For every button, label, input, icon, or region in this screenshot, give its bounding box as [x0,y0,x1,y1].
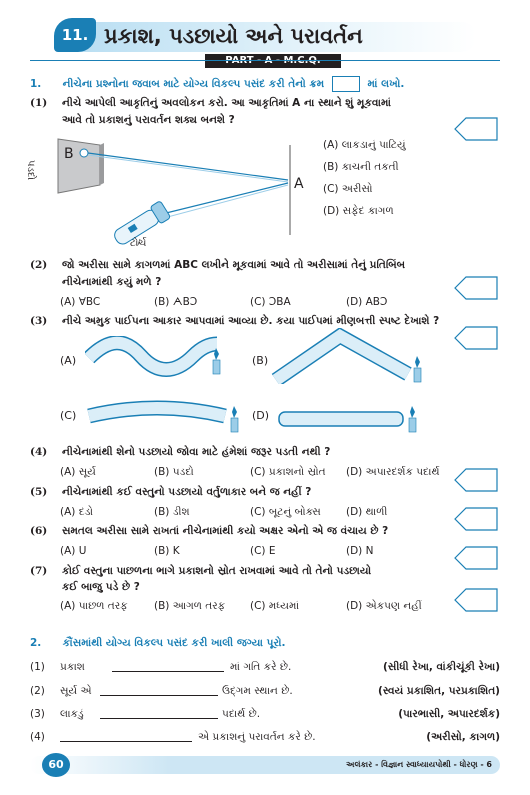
q1-option-c[interactable]: (C) અરીસો [323,183,373,195]
fill-item-4 [30,730,500,746]
q1-text [62,96,462,127]
a-label: A [294,176,304,192]
q3-label-c: (C) [60,409,77,422]
q3-text: નીચે અમુક પાઈપના આકાર આપવામાં આવ્યા છે. કયા પાઈપમાં મીણબત્તી સ્પષ્ટ દેખાશે ? [62,315,440,327]
q6-option-b[interactable]: (B) K [154,545,180,557]
candle-b [414,356,421,382]
q5-option-c[interactable]: (C) બૂટનું બોક્સ [250,506,321,518]
fill-item-4-blank[interactable] [60,741,192,742]
screen-edge [100,143,104,185]
part-label [205,54,341,68]
q1-option-d[interactable]: (D) સફેદ કાગળ [323,205,394,217]
q6-answer-box[interactable] [454,546,498,570]
q2-line2: નીચેનામાંથી કયું મળે ? [62,276,162,288]
q4-option-b[interactable]: (B) પડદો [154,466,194,478]
chapter-title: પ્રકાશ, પડછાયો અને પરાવર્તન [104,24,363,48]
q4-answer-box[interactable] [454,468,498,492]
q4-option-d[interactable]: (D) અપારદર્શક પદાર્થ [346,466,440,478]
fill-item-2-blank[interactable] [100,695,218,696]
q3-label-b: (B) [252,354,269,367]
q3-label-a: (A) [60,354,77,367]
q4-option-a[interactable]: (A) સૂર્ય [60,466,96,478]
q7-line2: કઈ બાજુ પડે છે ? [62,581,140,593]
fill-item-1-after: માં ગતિ કરે છે. [230,661,292,673]
section2-text: કૌંસમાંથી યોગ્ય વિકલ્પ પસંદ કરી ખાલી જગ્યા પૂરો. [62,637,286,649]
q2-option-a[interactable]: (A) ∀BC [60,296,101,308]
fill-item-3-after: પદાર્થ છે. [222,708,261,720]
screen-label: પડદો [25,160,36,181]
section1-number: 1. [30,78,42,90]
torch-label: ટોર્ચ [130,238,147,249]
fill-item-3 [30,707,500,723]
q7-number: (7) [30,565,48,577]
q5-option-b[interactable]: (B) ડીશ [154,506,190,518]
fill-item-3-number: (3) [30,708,45,720]
page-number: 60 [48,758,64,771]
q5-answer-box[interactable] [454,507,498,531]
header-rule [30,60,500,61]
q4-number: (4) [30,446,48,458]
q7-option-a[interactable]: (A) પાછળ તરફ [60,600,128,612]
reflected-ray [88,153,288,180]
q1-options [323,138,406,226]
q2-option-c[interactable]: (C) ƆBA [250,296,291,308]
fill-item-3-blank[interactable] [100,718,218,719]
fill-item-4-after: એ પ્રકાશનું પરાવર્તન કરે છે. [198,731,316,743]
pipe-b-bent [270,328,430,384]
section1-heading [30,76,510,92]
fill-item-2-after: ઉદ્‌ગમ સ્થાન છે. [222,685,293,697]
fill-item-1-blank[interactable] [112,671,224,672]
fill-item-3-choices: (પારભાસી, અપારદર્શક) [398,708,500,720]
q7-text [62,564,457,594]
fill-item-1-choices: (સીધી રેખા, વાંકીચૂંકી રેખા) [383,661,500,673]
q1-line2: આવે તો પ્રકાશનું પરાવર્તન શક્ય બનશે ? [62,114,235,126]
q1-line1: નીચે આપેલી આકૃતિનું અવલોકન કરો. આ આકૃતિમાં A ના સ્થાને શું મૂકવામાં [62,97,391,109]
reflected-ray-2 [88,155,288,182]
incident-ray-2 [160,185,288,219]
q5-option-d[interactable]: (D) થાળી [346,506,388,518]
q3-number: (3) [30,315,48,327]
q2-option-b[interactable]: (B) ᗅBƆ [154,296,198,308]
fill-item-2-choices: (સ્વયં પ્રકાશિત, પરપ્રકાશિત) [378,685,500,697]
q5-number: (5) [30,486,48,498]
section1-answer-box [332,76,360,92]
q1-figure [40,135,325,253]
candle-a [213,348,220,374]
q7-line1: કોઈ વસ્તુના પાછળના ભાગે પ્રકાશનો સ્રોત રાખવામાં આવે તો તેનો પડછાયો [62,565,372,577]
light-spot [80,149,88,157]
q1-answer-box[interactable] [454,117,498,141]
fill-item-4-choices: (અરીસો, કાગળ) [426,731,500,743]
page-number-badge [42,753,70,777]
footer-text: અલંકાર - વિજ્ઞાન સ્વાધ્યાયપોથી - ધોરણ - 6 [346,760,492,769]
incident-ray [158,183,288,215]
candle-d [409,406,416,432]
q2-number: (2) [30,259,48,271]
q5-text: નીચેનામાંથી કઈ વસ્તુનો પડછાયો વર્તુળાકાર બને જ નહીં ? [62,486,312,498]
q6-option-a[interactable]: (A) U [60,545,87,557]
q2-answer-box[interactable] [454,276,498,300]
section2-heading [30,636,500,650]
pipe-c-curved [85,398,245,436]
fill-item-4-number: (4) [30,731,45,743]
q2-option-d[interactable]: (D) ABƆ [346,296,388,308]
pipe-d-straight [275,400,425,436]
q1-number: (1) [30,97,48,109]
q3-label-d: (D) [252,409,270,422]
q6-option-d[interactable]: (D) N [346,545,374,557]
q2-text [62,258,457,289]
pipe-a-wavy [85,336,230,380]
fill-item-1 [30,660,500,676]
candle-c [231,406,238,432]
q7-option-d[interactable]: (D) એકપણ નહીં [346,600,422,612]
section1-text-after: માં લખો. [367,78,405,90]
chapter-number: 11. [61,26,89,44]
q3-answer-box[interactable] [454,326,498,350]
fill-item-1-before: પ્રકાશ [60,661,85,673]
q6-number: (6) [30,525,48,537]
q6-text: સમતલ અરીસા સામે રાખતાં નીચેનામાંથી કયો અક્ષર એનો એ જ વંચાય છે ? [62,525,389,537]
b-label: B [64,146,74,162]
q7-option-c[interactable]: (C) મધ્યમાં [250,600,300,612]
chapter-header [48,18,518,54]
fill-item-2-number: (2) [30,685,45,697]
fill-item-2-before: સૂર્ય એ [60,685,92,697]
section1-text-before: નીચેના પ્રશ્નોના જવાબ માટે યોગ્ય વિકલ્પ પસંદ કરી તેનો ક્રમ [62,78,325,90]
q6-option-c[interactable]: (C) E [250,545,276,557]
fill-item-3-before: લાકડું [60,708,84,720]
fill-item-2 [30,684,500,700]
q2-line1: જો અરીસા સામે કાગળમાં ABC લખીને મૂકવામાં આવે તો અરીસામાં તેનું પ્રતિબિંબ [62,259,406,271]
q1-option-a[interactable]: (A) લાકડાનું પાટિયું [323,139,406,151]
q1-option-b[interactable]: (B) કાચની તકતી [323,161,399,173]
q5-option-a[interactable]: (A) દડો [60,506,93,518]
section2-number: 2. [30,637,42,649]
q4-text: નીચેનામાંથી શેનો પડછાયો જોવા માટે હંમેશાં જરૂર પડતી નથી ? [62,446,331,458]
chapter-number-badge [54,18,96,52]
fill-item-1-number: (1) [30,661,45,673]
q7-answer-box[interactable] [454,588,498,612]
q7-option-b[interactable]: (B) આગળ તરફ [154,600,226,612]
q4-option-c[interactable]: (C) પ્રકાશનો સ્રોત [250,466,326,478]
